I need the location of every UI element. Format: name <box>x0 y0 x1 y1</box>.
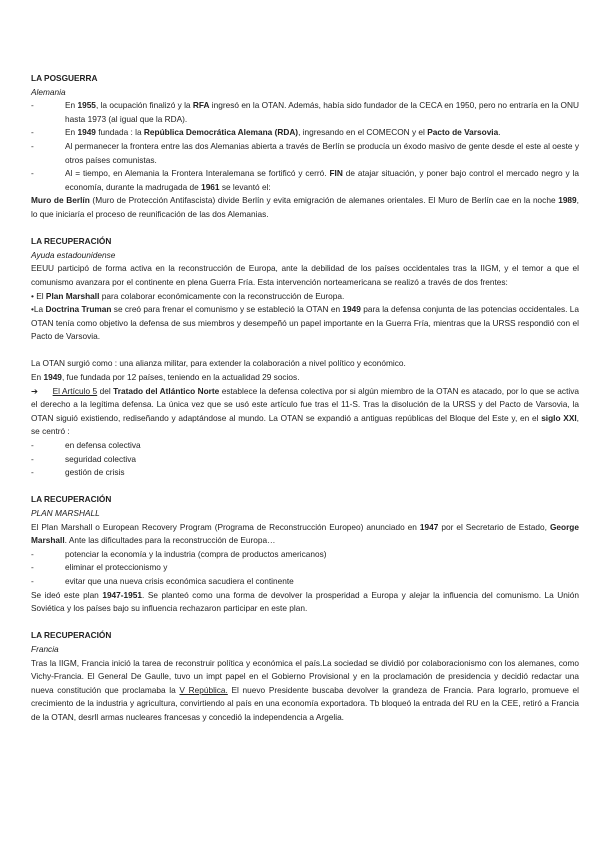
section-title: LA POSGUERRA <box>31 73 98 83</box>
list-item: - en defensa colectiva <box>31 439 579 453</box>
paragraph: - Al permanecer la frontera entre las dos Alemanias abierta a través de Berlín se producía un éxodo masivo de gente desde el este al oeste y otros países comunistas. <box>31 140 579 167</box>
paragraph: - En 1949 fundada : la República Democrática Alemana (RDA), ingresando en el COMECON y el Pacto de Varsovia. <box>31 126 579 140</box>
section-title: LA RECUPERACIÓN <box>31 236 112 247</box>
document-page <box>31 72 579 725</box>
section-title: LA RECUPERACIÓN <box>31 630 112 641</box>
paragraph: Muro de Berlín (Muro de Protección Antifascista) divide Berlín y evita emigración de alemanes orientales. El Muro de Berlín cae en la noche 1989, lo que iniciaría el proceso de reunificación de las dos Alemanias. <box>31 195 579 219</box>
paragraph: - En 1955, la ocupación finalizó y la RFA ingresó en la OTAN. Además, había sido fundador de la CECA en 1950, pero no entraría en la ONU hasta 1973 (al igual que la RDA). <box>31 99 579 126</box>
list-item: - gestión de crisis <box>31 466 579 480</box>
section-ayuda-estadounidense <box>31 235 579 480</box>
section-subtitle: PLAN MARSHALL <box>31 508 100 518</box>
paragraph: En 1949, fue fundada por 12 países, teniendo en la actualidad 29 socios. <box>31 372 300 383</box>
section-title: LA RECUPERACIÓN <box>31 494 112 505</box>
paragraph: La OTAN surgió como : una alianza militar, para extender la colaboración a nivel político y económico. <box>31 358 406 369</box>
paragraph: ➔ El Artículo 5 del Tratado del Atlántico Norte establece la defensa colectiva por si algún miembro de la OTAN es atacado, por lo que se activa el derecho a la legítima defensa. La única vez que se usó este artículo fue tras el 11-S. Tras la disolución de la URSS y del Pacto de Varsovia, la OTAN siguió existiendo, rediseñando y adaptándose al mundo. La OTAN se expandió a antiguas repúblicas del Bloque del Este y, en el siglo XXI, se centró : <box>31 385 579 437</box>
arrow-icon: ➔ <box>31 385 38 396</box>
paragraph: - Al = tiempo, en Alemania la Frontera Interalemana se fortificó y cerró. FIN de atajar situación, y poner bajo control el mercado negro y la economía, durante la madrugada de 1961 se levantó el: <box>31 167 579 194</box>
paragraph: El Plan Marshall o European Recovery Program (Programa de Reconstrucción Europeo) anunciado en 1947 por el Secretario de Estado, George Marshall. Ante las dificultades para la reconstrucción de Europa… <box>31 521 579 546</box>
list-item: - eliminar el proteccionismo y <box>31 561 579 575</box>
section-subtitle: Alemania <box>31 86 66 97</box>
section-subtitle: Francia <box>31 643 59 654</box>
list-item: - evitar que una nueva crisis económica sacudiera el continente <box>31 575 579 589</box>
paragraph: EEUU participó de forma activa en la reconstrucción de Europa, ante la debilidad de los países occidentales tras la IIGM, y el temor a que el comunismo avanzara por el continente en plena Guerra Fría. Esta intervención norteamericana se realizó a través de dos frentes: <box>31 263 579 287</box>
list-item: - potenciar la economía y la industria (compra de productos americanos) <box>31 548 579 562</box>
paragraph: Tras la IIGM, Francia inició la tarea de reconstruir política y económica el país.La sociedad se dividió por colaboracionismo con los alemanes, como Vichy-Francia. El General De Gaulle, tuvo un impt papel en el Gobierno Provisional y en la proclamación de presidencia y decidió redactar una nueva constitución que proclamaba la V República. El nuevo Presidente buscaba devolver la grandeza de Francia. Para lograrlo, promueve el crecimiento de la industria y agricultura, convirtiendo al país en una economía exportadora. Tb bloqueó la entrada del RU en la CEE, retiró a Francia de la OTAN, desrll armas nucleares francesas y concedió la independencia a Argelia. <box>31 657 579 722</box>
bullet-item: •La Doctrina Truman se creó para frenar el comunismo y se estableció la OTAN en 1949 para la defensa conjunta de las potencias occidentales. La OTAN tenía como objetivo la defensa de sus miembros y desempeñó un papel importante en la Guerra Fría, mientras que la URSS respondió con el Pacto de Varsovia. <box>31 304 579 342</box>
section-subtitle: Ayuda estadounidense <box>31 249 116 260</box>
section-francia <box>31 629 579 724</box>
bullet-item: • El Plan Marshall para colaborar económicamente con la reconstrucción de Europa. <box>31 290 345 301</box>
section-posguerra <box>31 72 579 222</box>
section-plan-marshall <box>31 493 579 615</box>
list-item: - seguridad colectiva <box>31 453 579 467</box>
paragraph: Se ideó este plan 1947-1951. Se planteó como una forma de devolver la prosperidad a Europa y alejar la influencia del comunismo. La Unión Soviética y los países bajo su influencia rechazaron participar en este plan. <box>31 589 579 614</box>
